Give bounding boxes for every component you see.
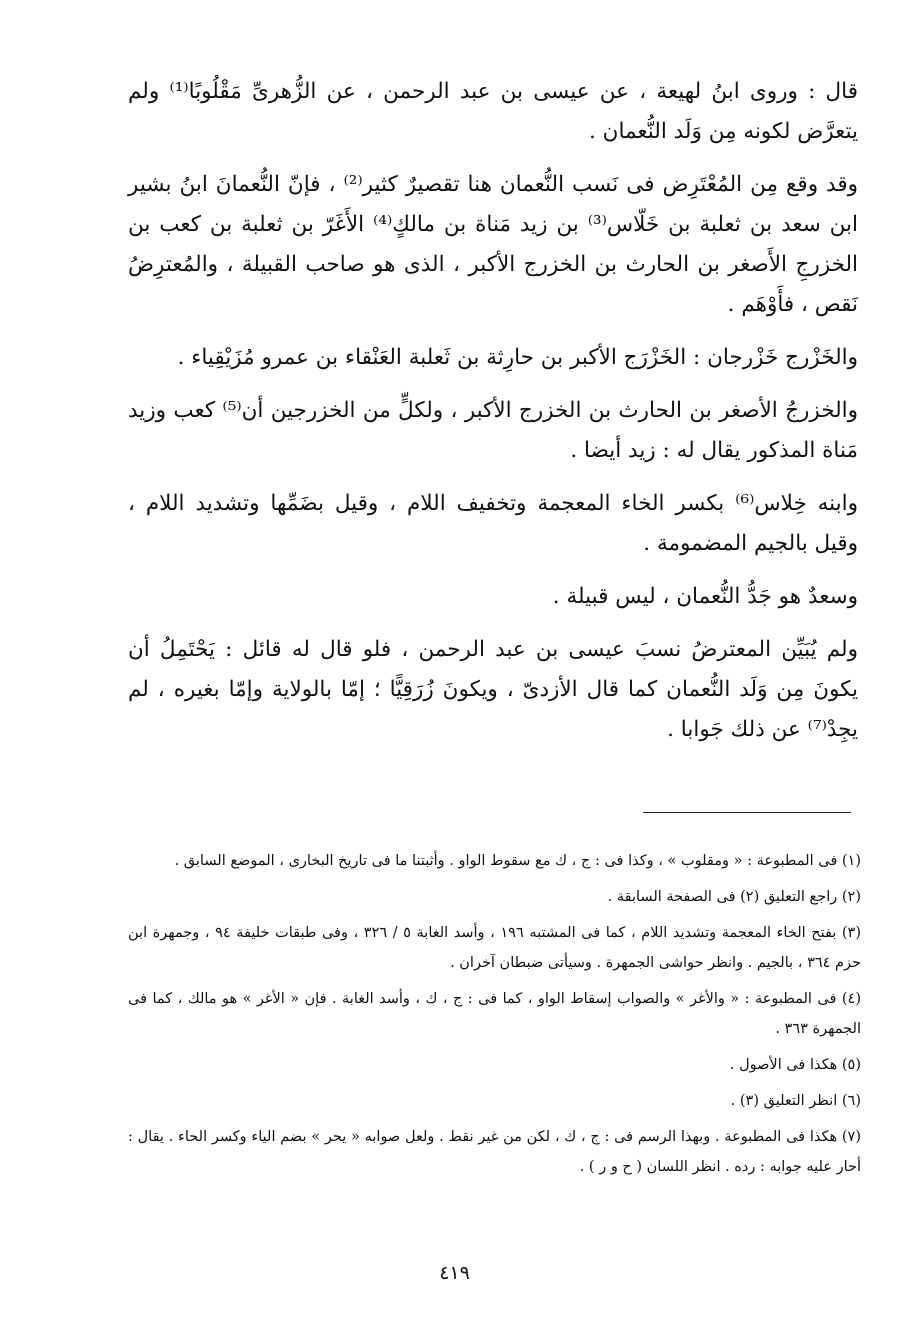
main-text — [128, 72, 858, 763]
footnote-6: (٦) انظر التعليق (٣) . — [730, 1093, 861, 1109]
footnote-4: (٤) فى المطبوعة : « والأغر » والصواب إسقاط الواو ، كما فى : ج ، ك ، وأسد الغابة . فإن « الأغر » هو مالك ، كما فى الجمهرة ٣٦٣ . — [128, 991, 861, 1037]
paragraph-3: والخَزْرج خَزْرجان : الخَزْرَج الأكبر بن حارِثة بن ثَعلبة العَنْقاء بن عمرو مُزَيْقِياء . — [177, 345, 858, 370]
footnote-2: (٢) راجع التعليق (٢) فى الصفحة السابقة . — [607, 889, 861, 905]
paragraph-1: قال : وروى ابنُ لهيعة ، عن عيسى بن عبد الرحمن ، عن الزُّهرىِّ مَقْلُوبًا⁽¹⁾ ولم يتعرَّض لكونه مِن وَلَد النُّعمان . — [128, 79, 859, 144]
footnote-3: (٣) بفتح الخاء المعجمة وتشديد اللام ، كما فى المشتبه ١٩٦ ، وأسد الغابة ٥ / ٣٢٦ ، وفى طبقات خليفة ٩٤ ، وجمهرة ابن حزم ٣٦٤ ، بالجيم . وانظر حواشى الجمهرة . وسيأتى ضبطان آخران . — [128, 925, 861, 971]
footnote-divider — [643, 812, 851, 813]
footnotes — [128, 846, 861, 1188]
footnote-7: (٧) هكذا فى المطبوعة . وبهذا الرسم فى : ج ، ك ، لكن من غير نقط . ولعل صوابه « يحر » بضم الياء وكسر الحاء . يقال : أحار عليه جوابه : رده . انظر اللسان ( ح و ر ) . — [128, 1129, 861, 1175]
paragraph-6: وسعدٌ هو جَدُّ النُّعمان ، ليس قبيلة . — [552, 584, 858, 609]
page-number: ٤١٩ — [439, 1262, 470, 1284]
paragraph-7: ولم يُبَيِّن المعترضُ نسبَ عيسى بن عبد الرحمن ، فلو قال له قائل : يَحْتَمِلُ أن يكونَ مِن وَلَد النُّعمان كما قال الأزدىّ ، ويكونَ زُرَقِيًّا ؛ إمّا بالولاية وإمّا بغيره ، لم يجِدْ⁽⁷⁾ عن ذلك جَوابا . — [128, 637, 858, 742]
footnote-5: (٥) هكذا فى الأصول . — [729, 1057, 861, 1073]
paragraph-5: وابنه خِلاس⁽⁶⁾ بكسر الخاء المعجمة وتخفيف اللام ، وقيل بضَمِّها وتشديد اللام ، وقيل بالجيم المضمومة . — [128, 491, 858, 556]
paragraph-4: والخزرجُ الأصغر بن الحارث بن الخزرج الأكبر ، ولكلٍّ من الخزرجين أن⁽⁵⁾ كعب وزيد مَناة المذكور يقال له : زيد أيضا . — [128, 398, 858, 463]
paragraph-2: وقد وقع مِن المُعْتَرِض فى نَسب النُّعمان هنا تقصيرٌ كثير⁽²⁾ ، فإنّ النُّعمانَ ابنُ بشير ابن سعد بن ثعلبة بن خَلّاس⁽³⁾ بن زيد مَناة بن مالكٍ⁽⁴⁾ الأَغَرّ بن ثعلبة بن كعب بن الخزرجِ الأَصغر بن الحارث بن الخزرج الأكبر ، الذى هو صاحب القبيلة ، والمُعترِضُ نَقص ، فأَوْهَم . — [128, 172, 858, 317]
footnote-1: (١) فى المطبوعة : « ومقلوب » ، وكذا فى : ج ، ك مع سقوط الواو . وأثبتنا ما فى تاريخ البخارى ، الموضع السابق . — [174, 853, 861, 869]
